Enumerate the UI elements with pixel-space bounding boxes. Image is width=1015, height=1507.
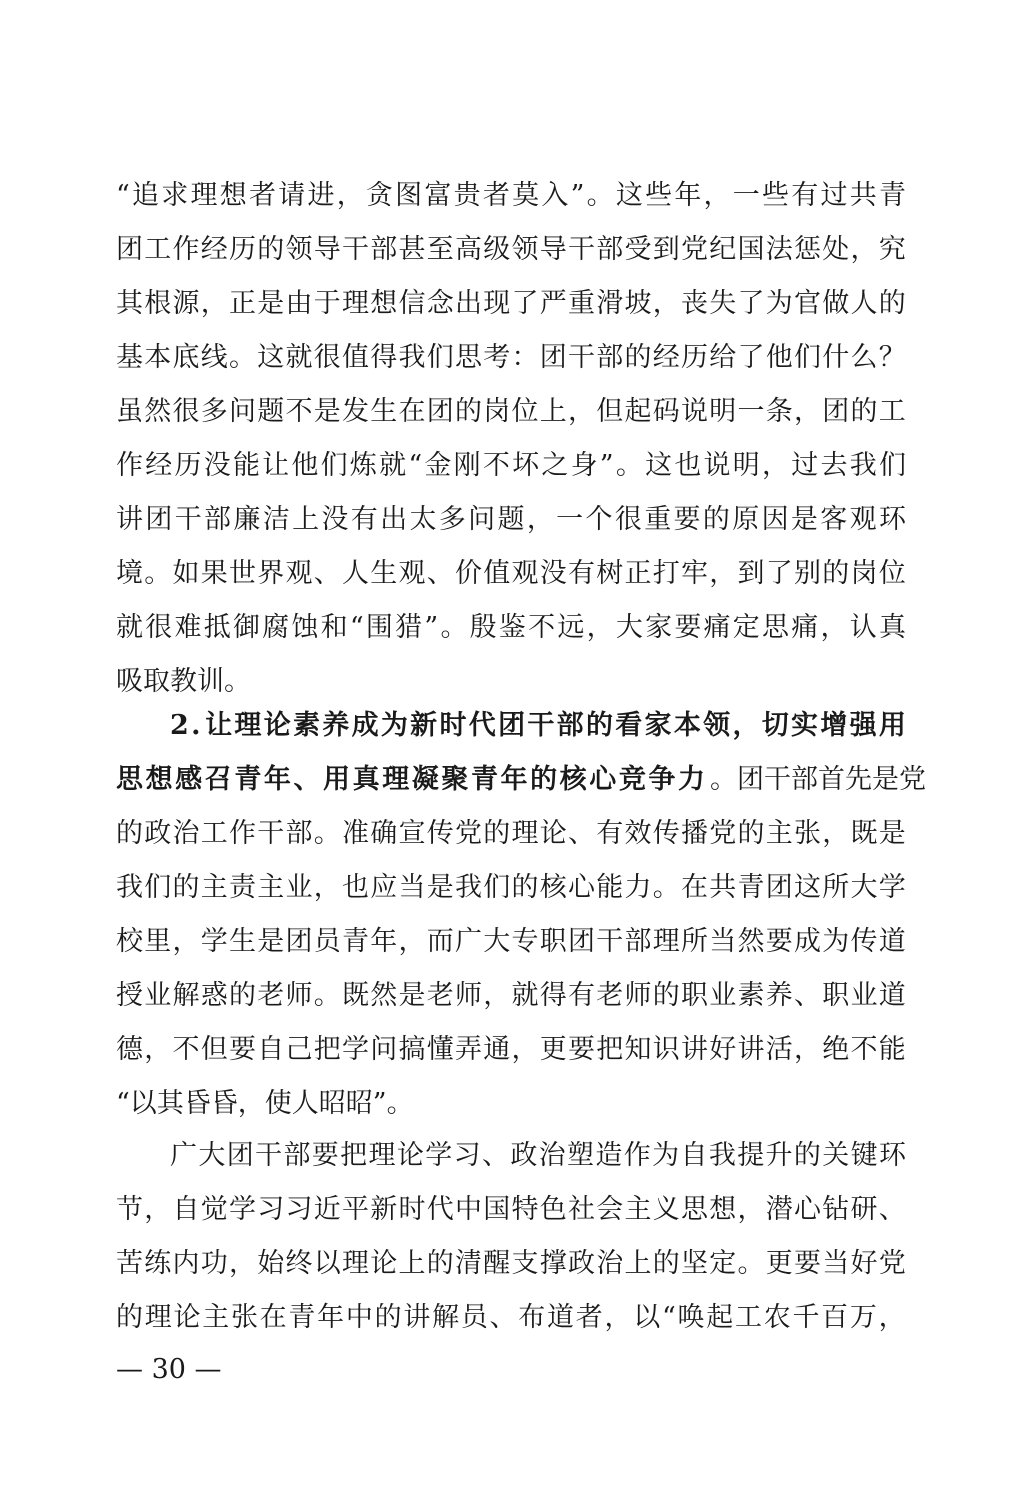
text-line: 校 里 ， 学 生 是 团 员 青 年 ， 而 广 大 专 职 团 干 部 理 所 当 然 要 成 为 传 道 — [116, 926, 906, 957]
section-heading-line: 2 . 让 理 论 素 养 成 为 新 时 代 团 干 部 的 看 家 本 领 ， 切 实 增 强 用 — [170, 710, 906, 741]
text-line: 境 。 如 果 世 界 观 、 人 生 观 、 价 值 观 没 有 树 正 打 牢 ， 到 了 别 的 岗 位 — [116, 558, 906, 589]
text-line: 作 经 历 没 能 让 他 们 炼 就 “ 金 刚 不 坏 之 身 ” 。 这 也 说 明 ， 过 去 我 们 — [116, 450, 906, 481]
heading-rest-text: 。 团 干 部 首 先 是 党 — [710, 764, 926, 795]
text-line: 其 根 源 ， 正 是 由 于 理 想 信 念 出 现 了 严 重 滑 坡 ， 丧 失 了 为 官 做 人 的 — [116, 288, 906, 319]
text-line: 虽 然 很 多 问 题 不 是 发 生 在 团 的 岗 位 上 ， 但 起 码 说 明 一 条 ， 团 的 工 — [116, 396, 906, 427]
text-line-first: 广 大 团 干 部 要 把 理 论 学 习 、 政 治 塑 造 作 为 自 我 提 升 的 关 键 环 — [170, 1140, 906, 1171]
section-heading-continuation — [116, 760, 926, 800]
text-line: 苦 练 内 功 ， 始 终 以 理 论 上 的 清 醒 支 撑 政 治 上 的 坚 定 。 更 要 当 好 党 — [116, 1248, 906, 1279]
text-line: 就 很 难 抵 御 腐 蚀 和 “ 围 猎 ” 。 殷 鉴 不 远 ， 大 家 要 痛 定 思 痛 ， 认 真 — [116, 612, 906, 643]
text-line: 的 理 论 主 张 在 青 年 中 的 讲 解 员 、 布 道 者 ， 以 “ 唤 起 工 农 千 百 万 ， — [116, 1302, 906, 1333]
text-line: 的 政 治 工 作 干 部 。 准 确 宣 传 党 的 理 论 、 有 效 传 播 党 的 主 张 ， 既 是 — [116, 818, 906, 849]
text-line-last: 吸取教训。 — [116, 666, 251, 697]
text-line: 基 本 底 线 。 这 就 很 值 得 我 们 思 考 ： 团 干 部 的 经 历 给 了 他 们 什 么 ？ — [116, 342, 906, 373]
page-number: — 30 — — [116, 1354, 222, 1385]
text-line: 节 ， 自 觉 学 习 习 近 平 新 时 代 中 国 特 色 社 会 主 义 思 想 ， 潜 心 钻 研 、 — [116, 1194, 906, 1225]
text-line: 我 们 的 主 责 主 业 ， 也 应 当 是 我 们 的 核 心 能 力 。 在 共 青 团 这 所 大 学 — [116, 872, 906, 903]
text-line: “ 追 求 理 想 者 请 进 ， 贪 图 富 贵 者 莫 入 ” 。 这 些 年 ， 一 些 有 过 共 青 — [116, 180, 906, 211]
heading-bold-text: 思 想 感 召 青 年 、 用 真 理 凝 聚 青 年 的 核 心 竞 争 力 — [116, 764, 705, 795]
text-line: 团 工 作 经 历 的 领 导 干 部 甚 至 高 级 领 导 干 部 受 到 党 纪 国 法 惩 处 ， 究 — [116, 234, 906, 265]
text-line-last: “以其昏昏，使人昭昭”。 — [116, 1088, 414, 1119]
text-line: 讲 团 干 部 廉 洁 上 没 有 出 太 多 问 题 ， 一 个 很 重 要 的 原 因 是 客 观 环 — [116, 504, 906, 535]
text-line: 德 ， 不 但 要 自 己 把 学 问 搞 懂 弄 通 ， 更 要 把 知 识 讲 好 讲 活 ， 绝 不 能 — [116, 1034, 906, 1065]
text-line: 授 业 解 惑 的 老 师 。 既 然 是 老 师 ， 就 得 有 老 师 的 职 业 素 养 、 职 业 道 — [116, 980, 906, 1011]
